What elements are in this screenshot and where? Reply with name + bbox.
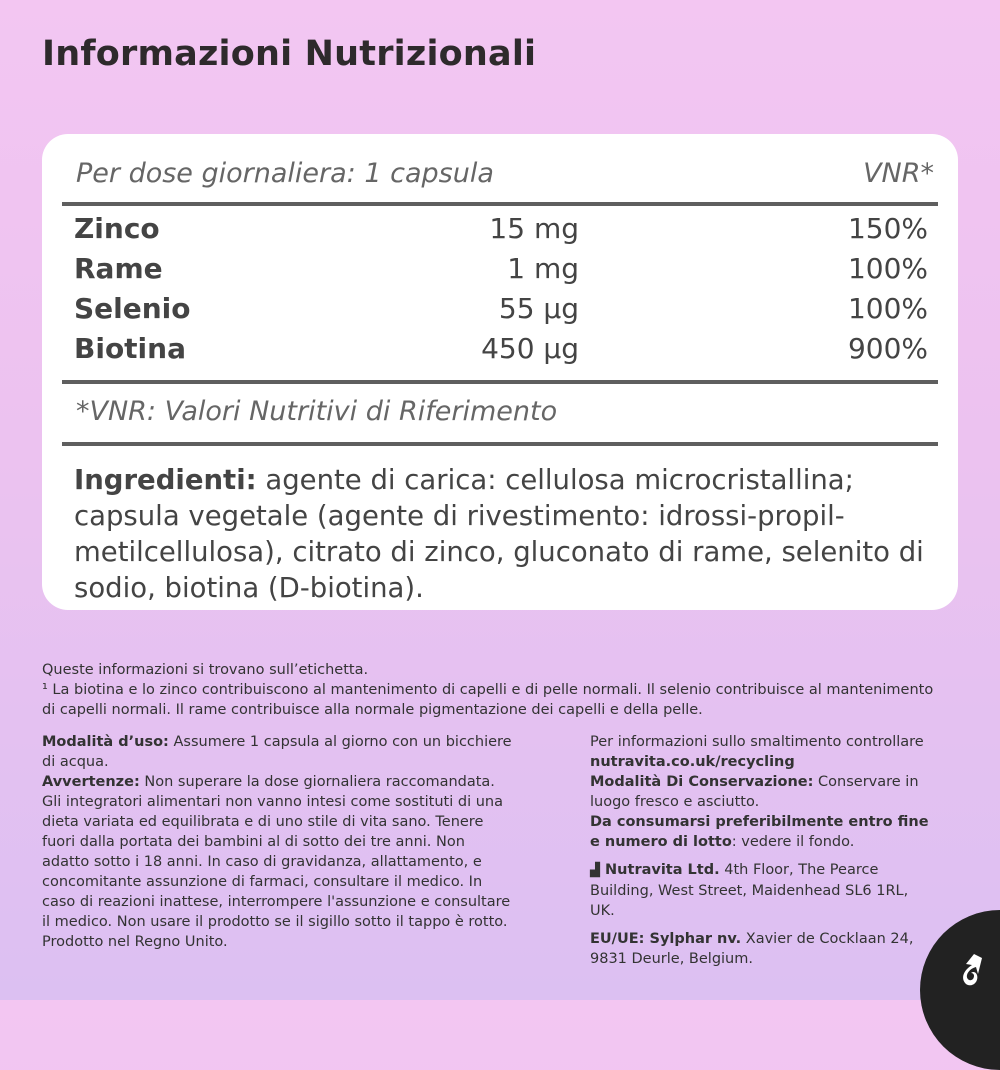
table-row	[74, 332, 928, 372]
usage-label: Modalità d’uso:	[42, 734, 169, 750]
origin-text: Prodotto nel Regno Unito.	[42, 934, 228, 950]
left-column	[42, 732, 512, 952]
page-title: Informazioni Nutrizionali	[42, 34, 537, 74]
usage-text: Assumere 1 capsula al giorno con un bicchiere di acqua.	[42, 734, 512, 770]
recycling-link[interactable]: nutravita.co.uk/recycling	[590, 754, 795, 770]
disposal-paragraph	[590, 732, 930, 772]
ingredients-label: Ingredienti:	[74, 464, 257, 496]
health-claim: ¹ La biotina e lo zinco contribuiscono al mantenimento di capelli e di pelle normali. Il selenio contribuisce al mantenimento di capelli normali. Il rame contribuisce alla normale pigmentazione dei capelli e della pelle.	[42, 682, 934, 718]
vnr-header: VNR*	[863, 158, 934, 189]
manufacturer-address: 4th Floor, The Pearce Building, West Street, Maidenhead SL6 1RL, UK.	[590, 862, 909, 919]
manufacturer-label: Nutravita Ltd.	[600, 862, 720, 878]
best-before-paragraph	[590, 812, 930, 852]
swirl-arrow-icon	[952, 948, 984, 988]
nutrient-name: Biotina	[74, 332, 186, 365]
best-before-text: : vedere il fondo.	[731, 834, 855, 850]
ingredients-list: agente di carica: cellulosa microcristallina; capsula vegetale (agente di rivestimento: idrossi-propil-metilcellulosa), citrato di zinco, gluconato di rame, selenito di sodio, biotina (D-biotina).	[74, 464, 924, 604]
warnings-paragraph	[42, 772, 512, 932]
nutrient-amount: 15 mg	[489, 212, 579, 245]
warnings-text: Non superare la dose giornaliera raccomandata. Gli integratori alimentari non vanno intesi come sostituti di una dieta variata ed equilibrata e di uno stile di vita sano. Tenere fuori dalla portata dei bambini al di sotto dei tre anni. Non adatto sotto i 18 anni. In caso di gravidanza, allattamento, e concomitante assunzione di farmaci, consultare il medico. In caso di reazioni inattese, interrompere l'assunzione e consultare il medico. Non usare il prodotto se il sigillo sotto il tappo è rotto.	[42, 774, 511, 930]
table-header	[76, 158, 934, 196]
warnings-label: Avvertenze:	[42, 774, 140, 790]
eu-address: Xavier de Cocklaan 24, 9831 Deurle, Belgium.	[590, 931, 914, 967]
nutrient-name: Rame	[74, 252, 163, 285]
storage-text: Conservare in luogo fresco e asciutto.	[590, 774, 919, 810]
ingredients-text	[62, 446, 938, 606]
nutrient-name: Selenio	[74, 292, 191, 325]
table-row	[74, 252, 928, 292]
vnr-footnote: *VNR: Valori Nutritivi di Riferimento	[76, 396, 558, 427]
nutrient-amount: 1 mg	[507, 252, 579, 285]
disposal-text: Per informazioni sullo smaltimento controllare	[590, 734, 924, 750]
table-row	[74, 292, 928, 332]
table-row	[74, 212, 928, 252]
factory-icon: ▟	[590, 863, 600, 878]
storage-paragraph	[590, 772, 930, 812]
nutrient-list	[62, 206, 938, 374]
eu-label: EU/UE: Sylphar nv.	[590, 931, 742, 947]
storage-label: Modalità Di Conservazione:	[590, 774, 814, 790]
nutrient-amount: 55 µg	[498, 292, 579, 325]
best-before-label: Da consumarsi preferibilmente entro fine e numero di lotto	[590, 814, 929, 850]
nutrient-percent: 100%	[847, 252, 928, 285]
nutrient-percent: 150%	[847, 212, 928, 245]
manufacturer-paragraph	[590, 860, 930, 921]
nutrient-name: Zinco	[74, 212, 160, 245]
label-info	[42, 660, 942, 720]
label-note: Queste informazioni si trovano sull’etichetta.	[42, 662, 369, 678]
right-column	[590, 732, 930, 969]
corner-badge	[920, 910, 1000, 1070]
nutrient-amount: 450 µg	[481, 332, 579, 365]
nutrition-panel	[42, 134, 958, 610]
usage-paragraph	[42, 732, 512, 772]
dose-header: Per dose giornaliera: 1 capsula	[76, 158, 494, 189]
nutrient-percent: 900%	[847, 332, 928, 365]
nutrient-percent: 100%	[847, 292, 928, 325]
eu-paragraph	[590, 929, 930, 969]
